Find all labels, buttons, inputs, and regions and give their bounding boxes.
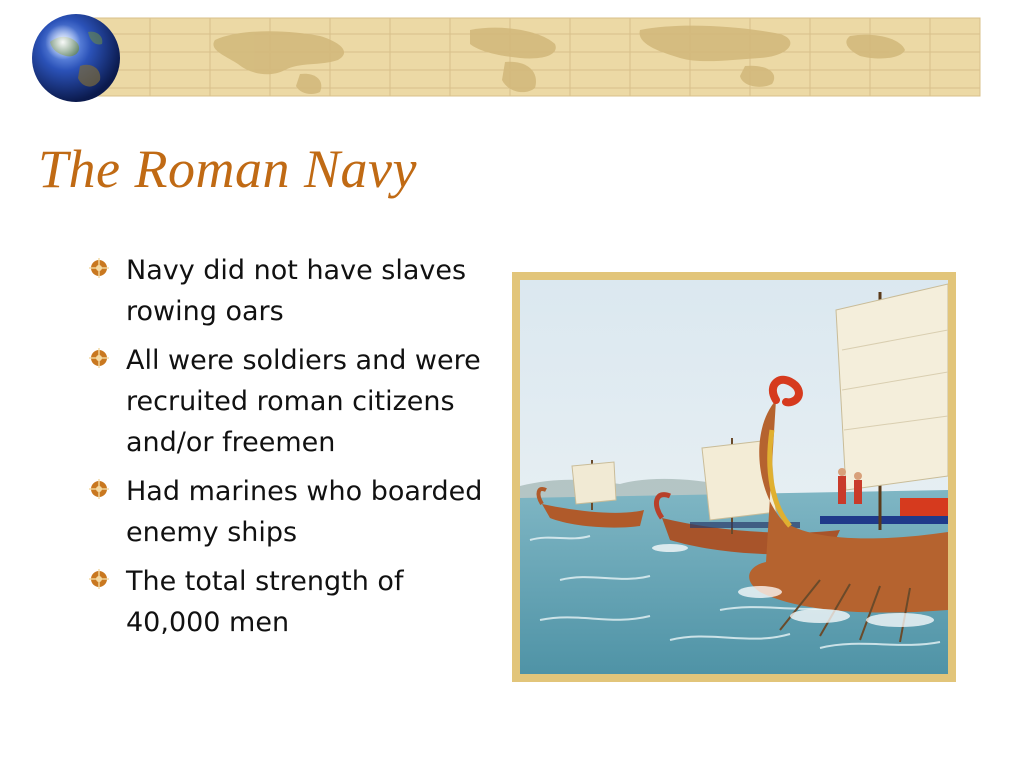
bullet-list xyxy=(88,250,498,651)
bullet-text: The total strength of 40,000 men xyxy=(126,566,404,638)
bullet-text: All were soldiers and were recruited roman citizens and/or freemen xyxy=(126,345,481,458)
bullet-item xyxy=(88,561,498,643)
bullet-item xyxy=(88,340,498,463)
ships-illustration xyxy=(520,280,948,674)
gear-bullet-icon xyxy=(88,478,110,500)
bullet-item xyxy=(88,250,498,332)
world-map-banner xyxy=(0,0,1024,110)
globe-icon xyxy=(30,12,122,104)
bullet-text: Had marines who boarded enemy ships xyxy=(126,476,483,548)
gear-bullet-icon xyxy=(88,568,110,590)
roman-ships-painting xyxy=(512,272,956,682)
gear-bullet-icon xyxy=(88,257,110,279)
bullet-item xyxy=(88,471,498,553)
gear-bullet-icon xyxy=(88,347,110,369)
slide-title: The Roman Navy xyxy=(38,139,417,199)
bullet-text: Navy did not have slaves rowing oars xyxy=(126,255,467,327)
